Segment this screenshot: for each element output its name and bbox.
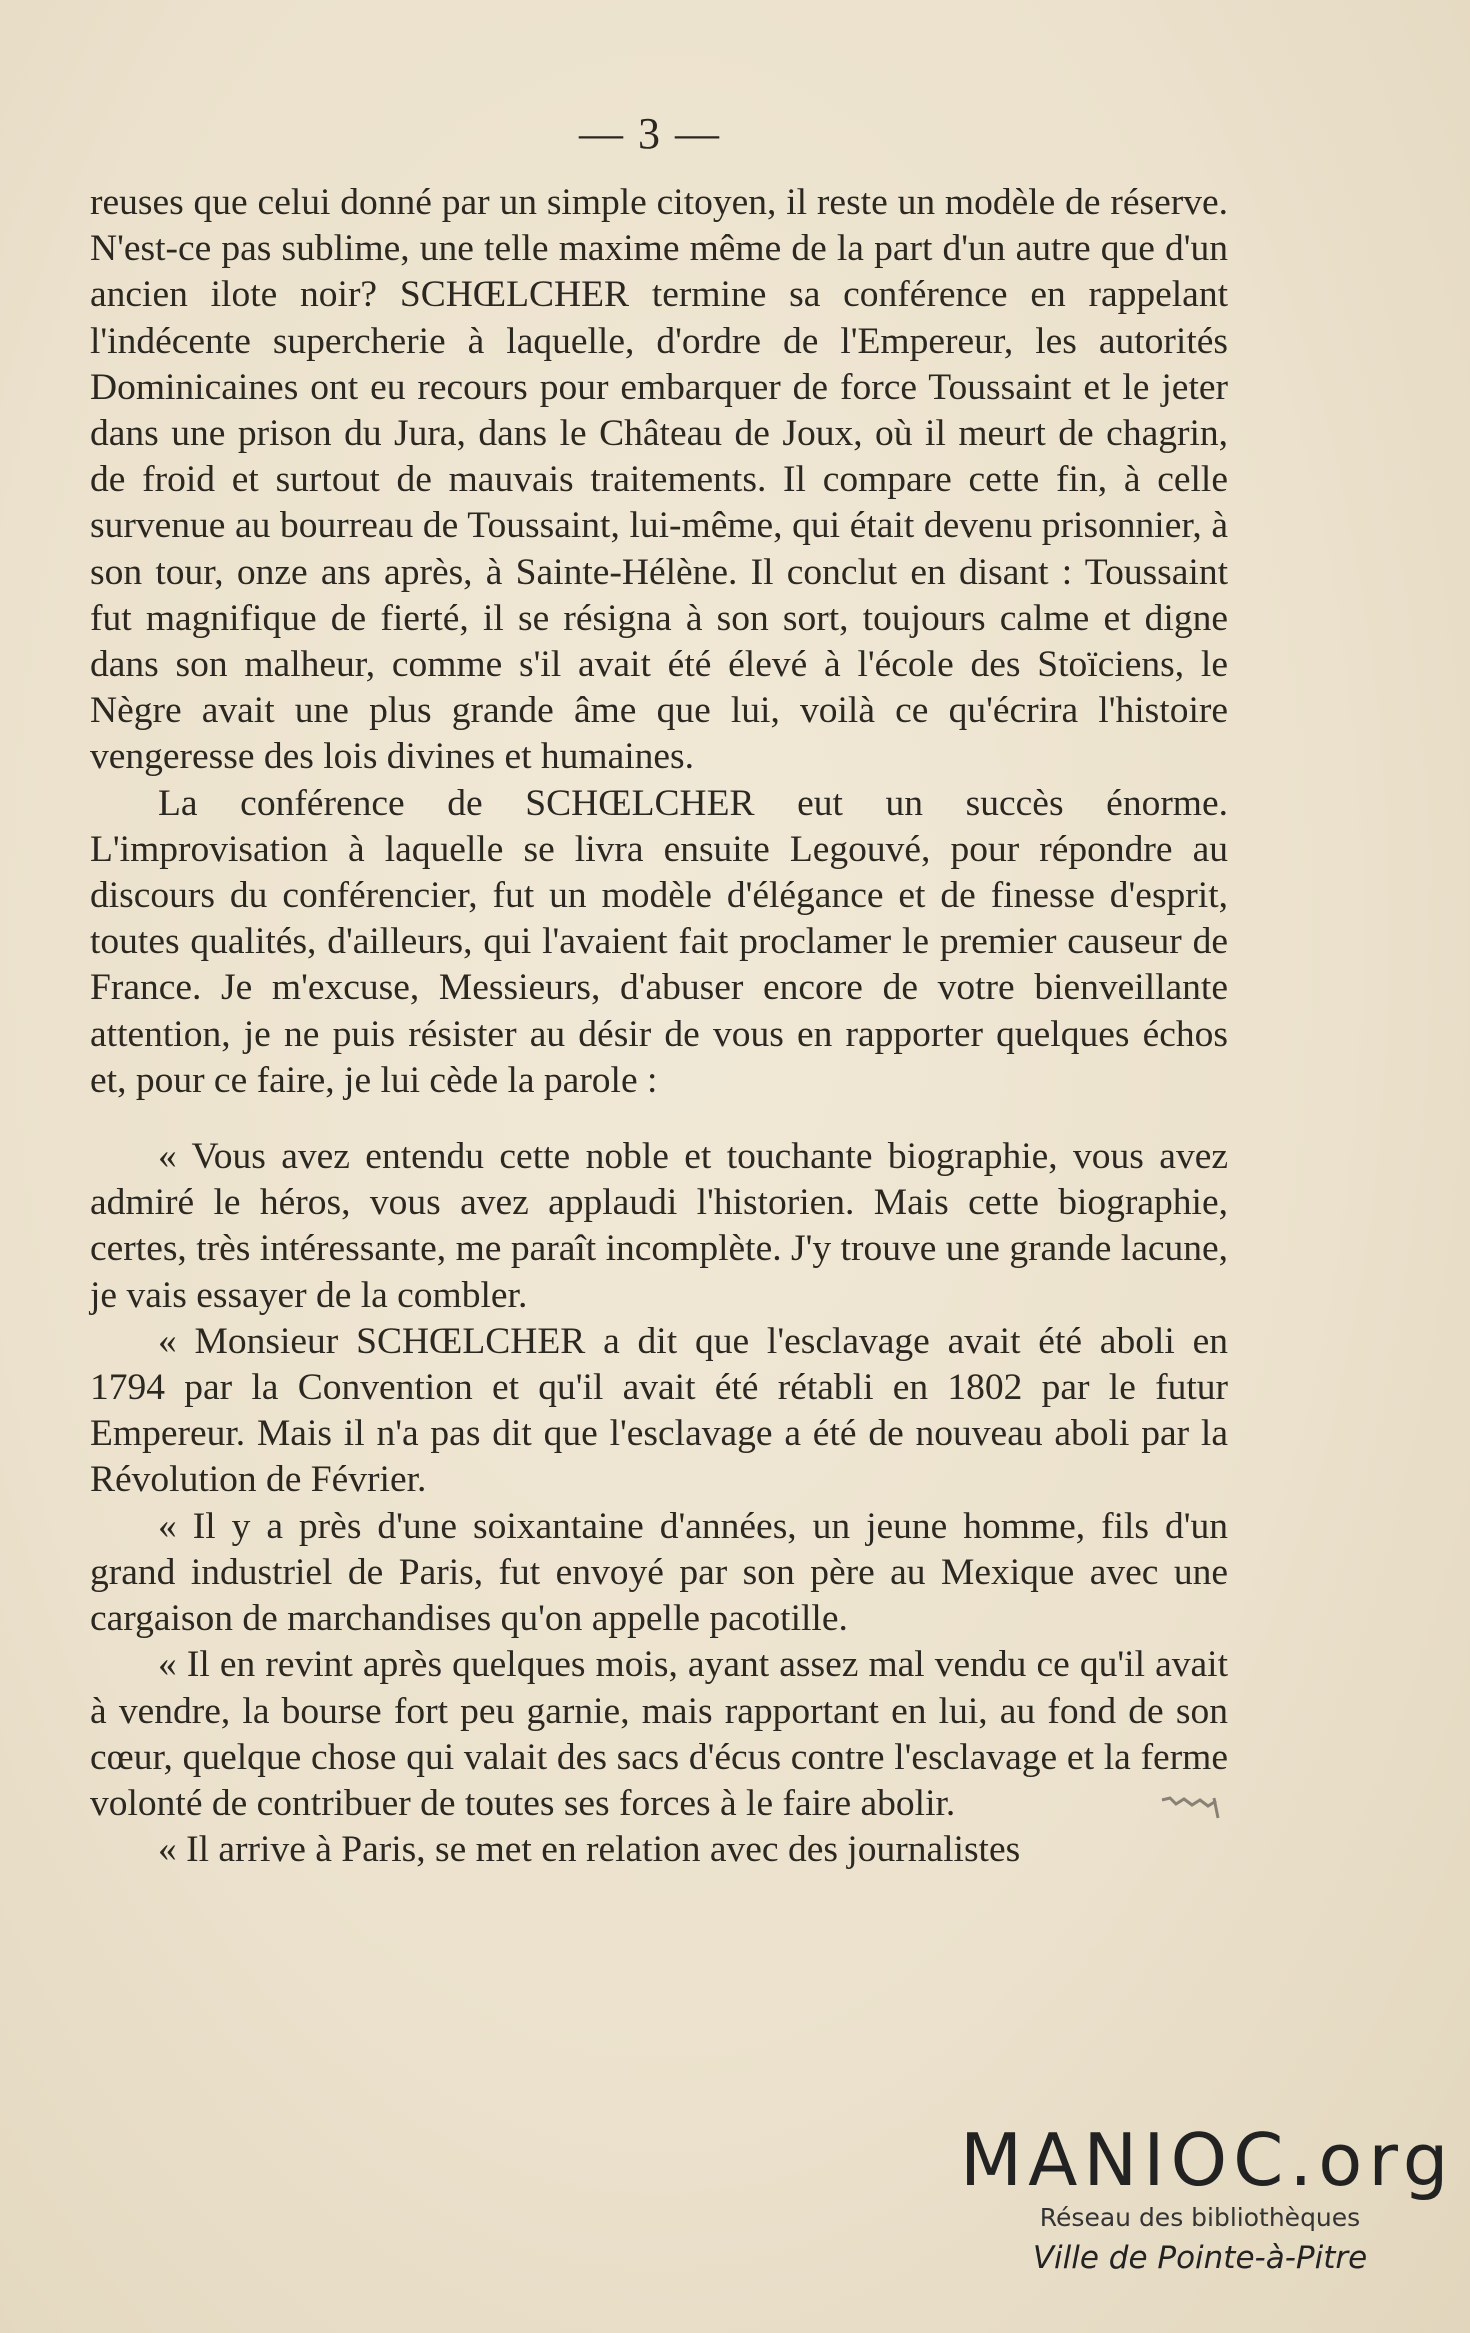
library-network-label: Réseau des bibliothèques <box>1039 2203 1361 2232</box>
paragraph: La conférence de SCHŒLCHER eut un succès énorme. L'improvisation à laquelle se livra ensuite Legouvé, pour répondre au discours du conférencier, fut un modèle d'élégance et de finesse d'esprit, toutes qualités, d'ailleurs, qui l'avaient fait proclamer le premier causeur de France. Je m'excuse, Messieurs, d'abuser encore de votre bienveillante attention, je ne puis résister au désir de vous en rapporter quelques échos et, pour ce faire, je lui cède la parole : <box>90 782 1228 1101</box>
quote-paragraph: « Vous avez entendu cette noble et touchante biographie, vous avez admiré le héros, vous avez applaudi l'historien. Mais cette biographie, certes, très intéressante, me paraît incomplète. J'y trouve une grande lacune, je vais essayer de la combler. <box>90 1136 1228 1316</box>
manioc-logo: MANIOC.org <box>960 2118 1455 2202</box>
quote-paragraph: « Il y a près d'une soixantaine d'années, un jeune homme, fils d'un grand industriel de Paris, fut envoyé par son père au Mexique avec une cargaison de marchandises qu'on appelle pacotille. <box>90 1505 1228 1640</box>
manioc-watermark <box>960 2118 1455 2280</box>
ink-speck-icon <box>1158 1792 1222 1822</box>
quote-paragraph: « Il en revint après quelques mois, ayant assez mal vendu ce qu'il avait à vendre, la bourse fort peu garnie, mais rapportant en lui, au fond de son cœur, quelque chose qui valait des sacs d'écus contre l'esclavage et la ferme volonté de contribuer de toutes ses forces à le faire abolir. <box>90 1644 1228 1824</box>
quote-paragraph: « Monsieur SCHŒLCHER a dit que l'esclavage avait été aboli en 1794 par la Convention et qu'il avait été rétabli en 1802 par le futur Empereur. Mais il n'a pas dit que l'esclavage a été de nouveau aboli par la Révolution de Février. <box>90 1320 1228 1501</box>
library-city-label: Ville de Pointe-à-Pitre <box>1032 2240 1368 2276</box>
paragraph: reuses que celui donné par un simple citoyen, il reste un modèle de réserve. N'est-ce pas sublime, une telle maxime même de la part d'un autre que d'un ancien ilote noir? SCHŒLCHER termine sa conférence en rappelant l'indécente supercherie à laquelle, d'ordre de l'Empereur, les autorités Dominicaines ont eu recours pour embarquer de force Toussaint et le jeter dans une prison du Jura, dans le Château de Joux, où il meurt de chagrin, de froid et surtout de mauvais traitements. Il compare cette fin, à celle survenue au bourreau de Toussaint, lui-même, qui était devenu prisonnier, à son tour, onze ans après, à Sainte-Hélène. Il conclut en disant : Toussaint fut magnifique de fierté, il se résigna à son sort, toujours calme et digne dans son malheur, comme s'il avait été élevé à l'école des Stoïciens, le Nègre avait une plus grande âme que lui, voilà ce qu'écrira l'histoire vengeresse des lois divines et humaines. <box>90 182 1228 778</box>
body-text <box>90 180 1228 1873</box>
page-number: — 3 — <box>579 109 721 158</box>
quote-paragraph: « Il arrive à Paris, se met en relation avec des journalistes <box>158 1829 1021 1871</box>
paragraph-gap <box>90 1104 1228 1134</box>
